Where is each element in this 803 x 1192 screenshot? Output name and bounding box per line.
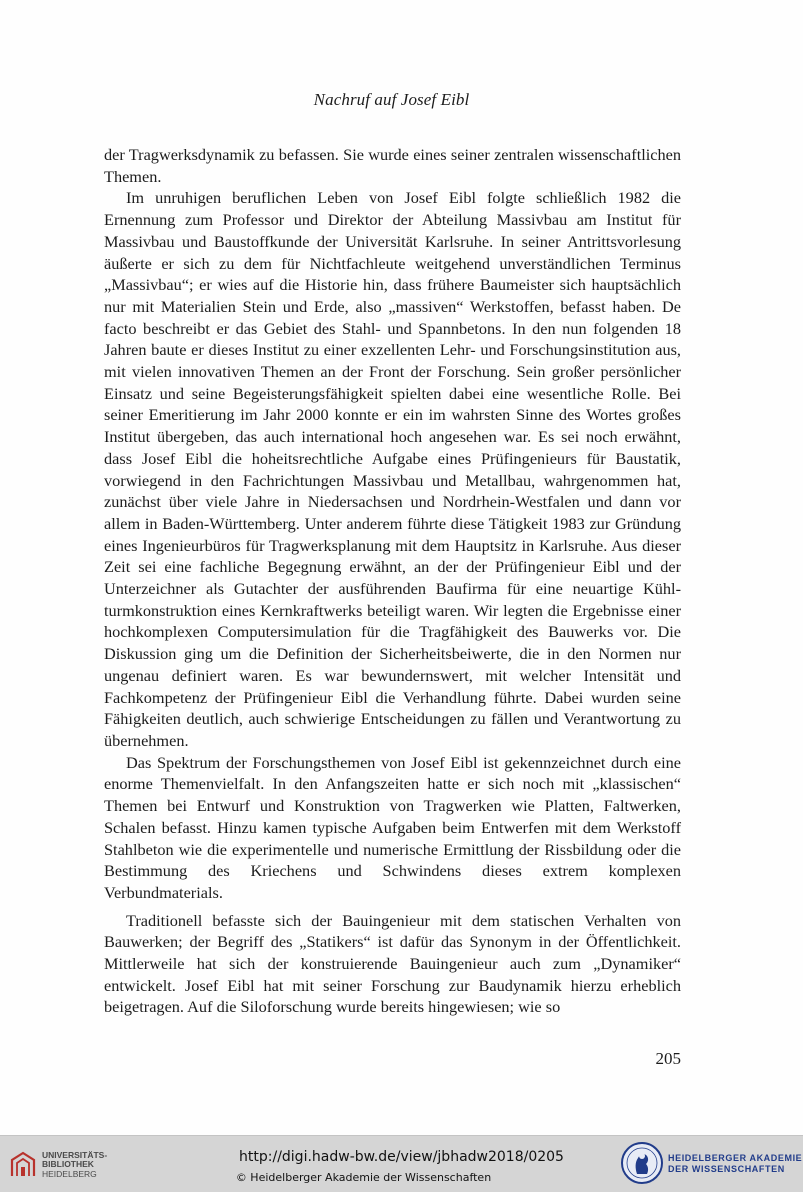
paragraph: Im unruhigen beruflichen Leben von Josef Eibl folgte schließlich 1982 die Ernennung zum Professor und Direktor der Abteilung Massivbau am Institut für Massivbau und Baustoffkunde der Universität Karlsruhe. In seiner Antrittsvorlesung äußerte er sich zu dem für Nichtfachleute weitgehend unverständlichen Terminus „Massivbau“; er wies auf die Historie hin, dass frühere Baumeister sich hauptsächlich nur mit Materialien Stein und Erde, also „massiven“ Werkstoffen, befasst haben. De facto beschreibt er das Gebiet des Stahl- und Spannbetons. In den nun folgenden 18 Jahren baute er dieses Institut zu einer exzellenten Lehr- und Forschungsinstitution aus, mit vielen innovativen Themen an der Front der Forschung. Sein großer persönlicher Einsatz und seine Begeisterungsfähigkeit spielten dabei eine wesentliche Rolle. Bei seiner Emeritierung im Jahr 2000 konnte er ein im wahrsten Sinne des Wortes großes Institut übergeben, das auch international hoch angesehen war. Es sei noch erwähnt, dass Josef Eibl die hoheitsrechtliche Aufgabe eines Prüfingenieurs für Baustatik, vorwiegend in den Fachrichtungen Massivbau und Metallbau, wahrgenommen hat, zunächst über viele Jahre in Niedersachsen und Nordrhein-Westfalen und dann vor allem in Baden-Württemberg. Unter anderem führte diese Tätigkeit 1983 zur Gründung eines Ingenieurbüros für Tragwerksplanung mit dem Hauptsitz in Karlsruhe. Aus dieser Zeit sei eine fachliche Begegnung erwähnt, an der der Prüfingenieur Eibl und der Unterzeichner als Gutachter der ausführenden Baufirma für eine neuartige Kühlturmkonstruktion eines Kernkraftwerks beteiligt waren. Wir legten die Ergebnisse einer hochkomplexen Computersimulation für die Tragfähigkeit des Bauwerks vor. Die Diskussion ging um die Definition der Sicherheitsbeiwerte, die in den Normen nur ungenau definiert waren. Es war bewundernswert, mit welcher Intensität und Fachkompetenz der Prüfingenieur Eibl die Verhandlung führte. Dabei wurden seine Fähigkeiten deutlich, auch schwierige Entscheidungen zu fällen und Verantwortung zu übernehmen. [104, 188, 681, 750]
permalink[interactable]: http://digi.hadw-bw.de/view/jbhadw2018/0205 [239, 1149, 564, 1165]
copyright-notice: © Heidelberger Akademie der Wissenschaften [235, 1171, 492, 1184]
academy-seal-icon [620, 1141, 664, 1185]
academy-name: HEIDELBERGER AKADEMIE DER WISSENSCHAFTEN [668, 1153, 803, 1174]
page-number: 205 [655, 1049, 681, 1068]
paragraph: Das Spektrum der Forschungsthemen von Josef Eibl ist gekennzeichnet durch eine enorme Themenvielfalt. In den Anfangszeiten hatte er sich noch mit „klassischen“ Themen bei Entwurf und Konstruktion von Tragwerken wie Platten, Faltwerken, Schalen befasst. Hinzu kamen typische Aufgaben beim Entwerfen mit dem Werkstoff Stahlbeton wie die experimentelle und numerische Ermittlung der Rissbildung oder die Bestimmung des Kriechens und Schwindens dieses extrem komplexen Verbundmaterials. [104, 752, 681, 902]
university-library-name: UNIVERSITÄTS- BIBLIOTHEK HEIDELBERG [42, 1150, 108, 1179]
paragraph: Traditionell befasste sich der Bauingenieur mit dem statischen Verhalten von Bauwerken; der Begriff des „Statikers“ ist dafür das Synonym in der Öffentlichkeit. Mittlerweile hat sich der konstruierende Bauingenieur auch zum „Dynamiker“ entwickelt. Josef Eibl hat mit seiner Forschung zur Baudynamik hierzu erheblich beigetragen. Auf die Siloforschung wurde bereits hingewiesen; wie so [104, 910, 681, 1017]
digitization-footer [0, 1135, 803, 1192]
body-text [104, 144, 681, 1018]
paragraph-continued: der Tragwerksdynamik zu befassen. Sie wurde eines seiner zentralen wissenschaftlichen Themen. [104, 145, 681, 186]
running-head: Nachruf auf Josef Eibl [313, 90, 470, 109]
